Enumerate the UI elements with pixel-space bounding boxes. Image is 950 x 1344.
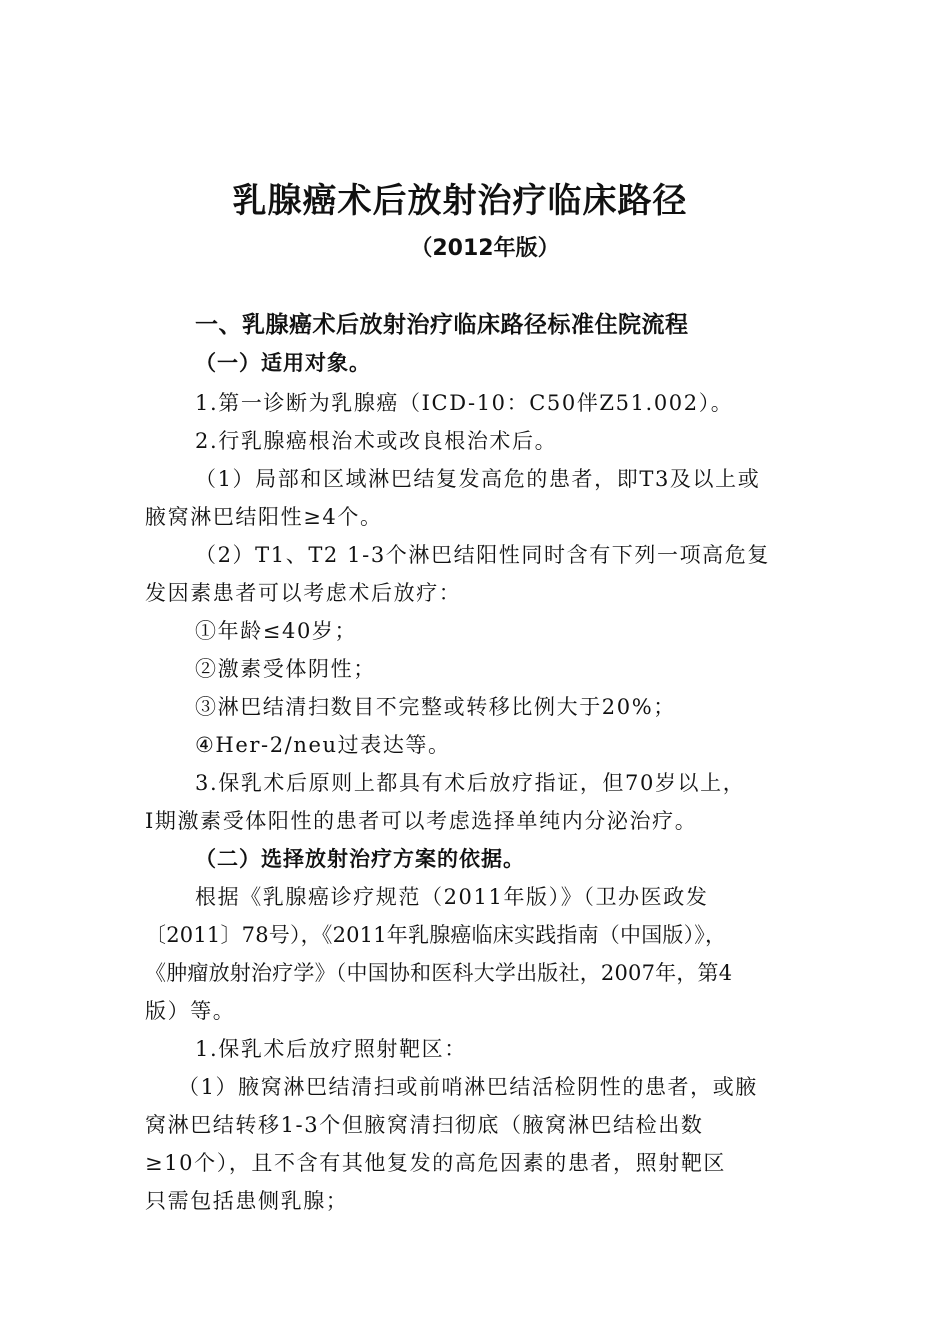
- subsection-heading: （一）适用对象。: [195, 351, 371, 375]
- paragraph-line: 〔2011〕78号），《2011年乳腺癌临床实践指南（中国版）》，: [145, 923, 727, 947]
- list-item: ③淋巴结清扫数目不完整或转移比例大于20%；: [195, 695, 676, 719]
- paragraph-line: 1.第一诊断为乳腺癌（ICD-10：C50伴Z51.002）。: [195, 391, 734, 415]
- document-subtitle: （2012年版）: [410, 236, 560, 261]
- paragraph-line: I期激素受体阳性的患者可以考虑选择单纯内分泌治疗。: [145, 809, 698, 833]
- paragraph-line: （1）腋窝淋巴结清扫或前哨淋巴结活检阴性的患者，或腋: [178, 1075, 758, 1099]
- paragraph-line: 1.保乳术后放疗照射靶区：: [195, 1037, 467, 1061]
- paragraph-line: 2.行乳腺癌根治术或改良根治术后。: [195, 429, 558, 453]
- list-item: ①年龄≤40岁；: [195, 619, 358, 643]
- paragraph-line: 发因素患者可以考虑术后放疗：: [145, 581, 462, 605]
- document-title: 乳腺癌术后放射治疗临床路径: [232, 181, 688, 221]
- paragraph-line: 只需包括患侧乳腺；: [145, 1189, 349, 1213]
- paragraph-line: 版）等。: [145, 999, 236, 1023]
- subsection-heading: （二）选择放射治疗方案的依据。: [195, 847, 525, 871]
- paragraph-line: 根据《乳腺癌诊疗规范（2011年版）》（卫办医政发: [195, 885, 709, 909]
- list-item: ④Her-2/neu过表达等。: [195, 733, 451, 757]
- paragraph-line: 《肿瘤放射治疗学》（中国协和医科大学出版社，2007年，第4: [145, 961, 733, 985]
- paragraph-line: 3.保乳术后原则上都具有术后放疗指证，但70岁以上，: [195, 771, 746, 795]
- paragraph-line: （2）T1、T2 1-3个淋巴结阳性同时含有下列一项高危复: [195, 543, 770, 567]
- paragraph-line: 窝淋巴结转移1-3个但腋窝清扫彻底（腋窝淋巴结检出数: [145, 1113, 704, 1137]
- paragraph-line: （1）局部和区域淋巴结复发高危的患者，即T3及以上或: [195, 467, 761, 491]
- section-heading: 一、乳腺癌术后放射治疗临床路径标准住院流程: [195, 312, 689, 338]
- list-item: ②激素受体阴性；: [195, 657, 376, 681]
- paragraph-line: ≥10个），且不含有其他复发的高危因素的患者，照射靶区: [145, 1151, 727, 1175]
- paragraph-line: 腋窝淋巴结阳性≥4个。: [145, 505, 383, 529]
